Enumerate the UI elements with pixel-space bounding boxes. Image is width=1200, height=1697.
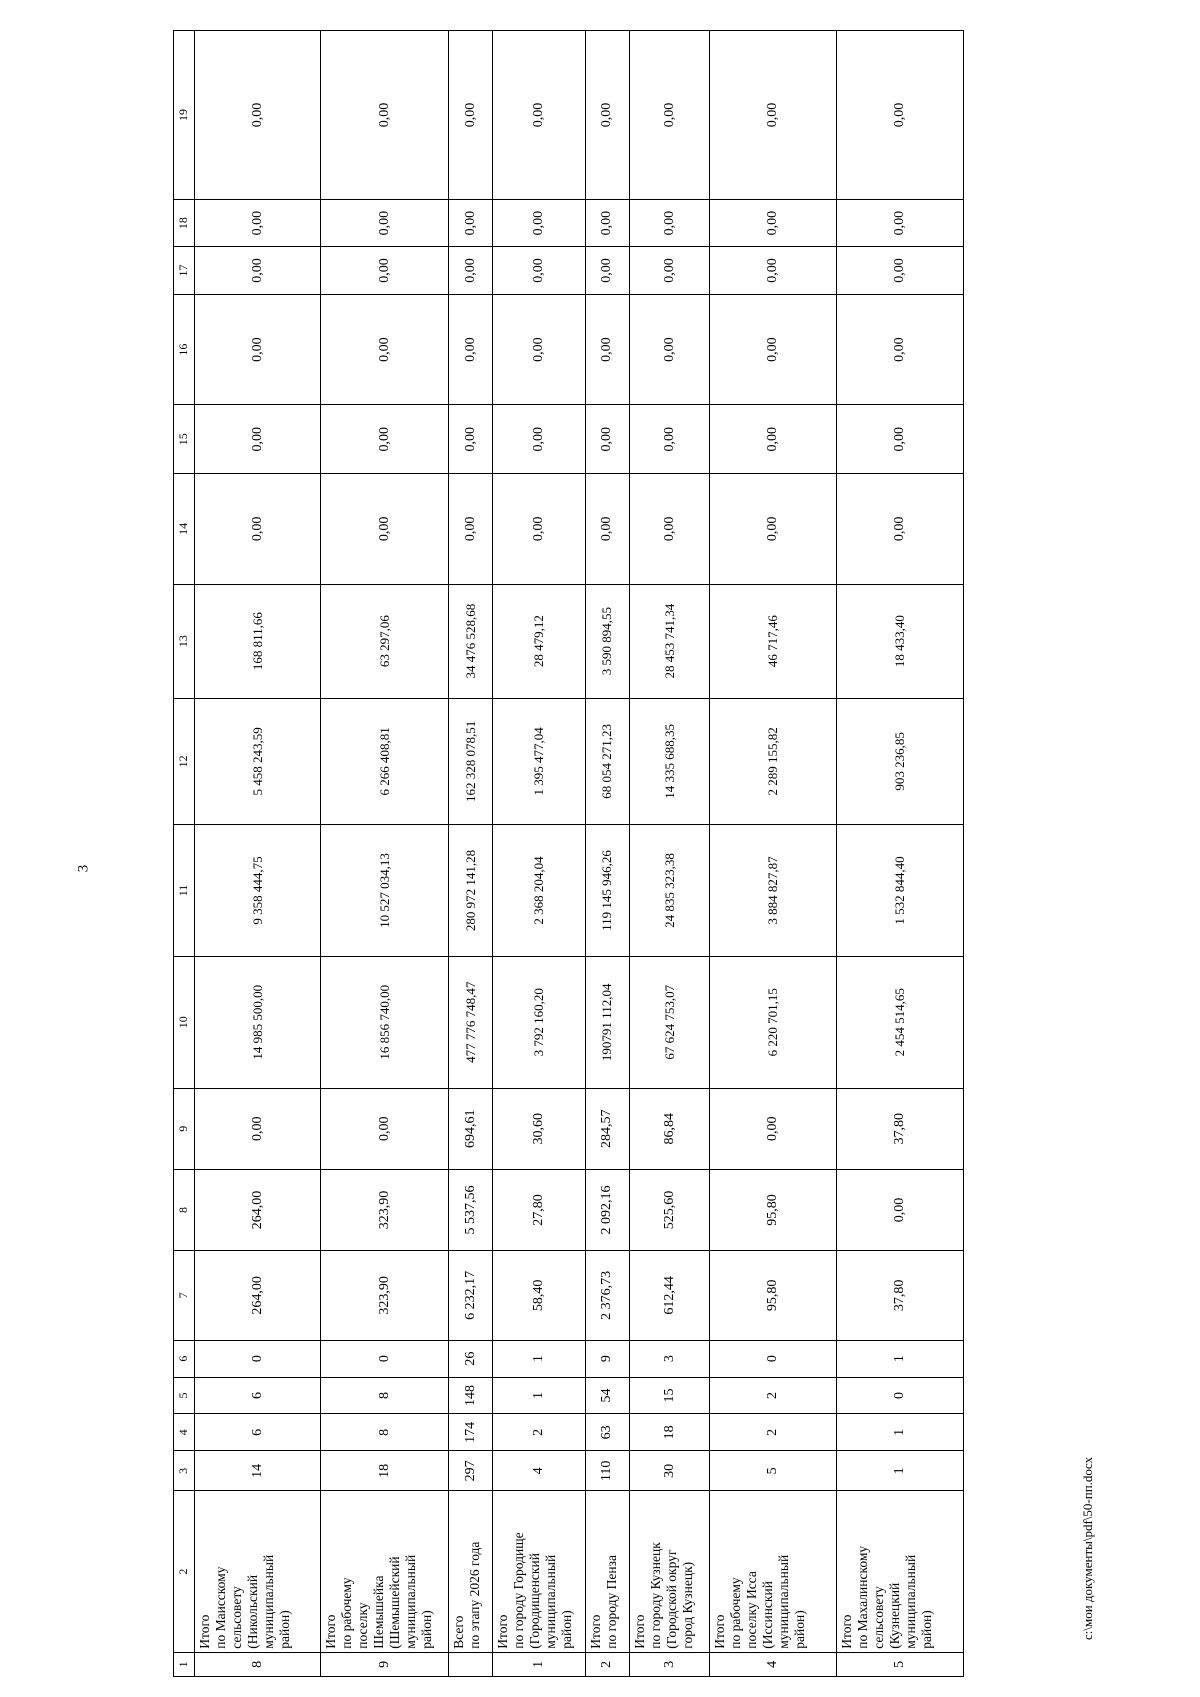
table-cell: 264,00 xyxy=(194,1251,321,1341)
column-number-header: 10 xyxy=(174,956,195,1088)
table-cell: 10 527 034,13 xyxy=(321,825,449,957)
table-cell: 0,00 xyxy=(321,294,449,405)
table-cell: 1 xyxy=(837,1414,964,1451)
table-cell: 1 xyxy=(493,1377,586,1414)
column-number-header: 16 xyxy=(174,294,195,405)
table-cell: 0,00 xyxy=(585,247,629,294)
table-cell: 0,00 xyxy=(837,294,964,405)
table-cell: 5 xyxy=(837,1652,964,1676)
column-number-header: 11 xyxy=(174,825,195,957)
table-cell: 1 xyxy=(837,1451,964,1491)
table-cell: 18 xyxy=(629,1414,710,1451)
table-cell: 5 458 243,59 xyxy=(194,698,321,825)
column-number-header: 17 xyxy=(174,247,195,294)
table-cell: 525,60 xyxy=(629,1169,710,1250)
table-cell: 0,00 xyxy=(837,199,964,246)
table-cell: 612,44 xyxy=(629,1251,710,1341)
row-name-cell: Итого по городу Городище (Городищенский муниципальный район) xyxy=(493,1491,586,1652)
table-cell: 14 xyxy=(194,1451,321,1491)
table-cell: 5 537,56 xyxy=(449,1169,493,1250)
row-name-cell: Итого по городу Пенза xyxy=(585,1491,629,1652)
table-cell: 27,80 xyxy=(493,1169,586,1250)
table-cell: 0,00 xyxy=(493,247,586,294)
table-cell: 3 xyxy=(629,1652,710,1676)
table-cell: 0,00 xyxy=(449,247,493,294)
table-cell: 0,00 xyxy=(194,405,321,474)
table-cell: 0,00 xyxy=(493,473,586,584)
table-cell: 6 232,17 xyxy=(449,1251,493,1341)
table-cell: 110 xyxy=(585,1451,629,1491)
table-cell: 0,00 xyxy=(194,247,321,294)
table-cell: 37,80 xyxy=(837,1088,964,1169)
column-number-header: 15 xyxy=(174,405,195,474)
table-cell: 0,00 xyxy=(710,1088,837,1169)
column-number-header: 3 xyxy=(174,1451,195,1491)
row-name-cell: Всего по этапу 2026 года xyxy=(449,1491,493,1652)
table-cell: 6 xyxy=(194,1414,321,1451)
table-row xyxy=(493,31,586,1677)
table-cell: 0,00 xyxy=(449,473,493,584)
column-number-header: 4 xyxy=(174,1414,195,1451)
table-cell: 0,00 xyxy=(629,473,710,584)
table-cell: 0,00 xyxy=(837,473,964,584)
table-cell: 0,00 xyxy=(321,405,449,474)
page-number: 3 xyxy=(75,864,92,873)
table-cell: 18 xyxy=(321,1451,449,1491)
table-cell: 86,84 xyxy=(629,1088,710,1169)
table-cell: 58,40 xyxy=(493,1251,586,1341)
table-cell: 5 xyxy=(710,1451,837,1491)
table-row xyxy=(629,31,710,1677)
table-cell: 24 835 323,38 xyxy=(629,825,710,957)
table-cell: 4 xyxy=(493,1451,586,1491)
column-number-header: 12 xyxy=(174,698,195,825)
table-cell: 0,00 xyxy=(710,247,837,294)
table-cell: 2 368 204,04 xyxy=(493,825,586,957)
table-cell: 63 297,06 xyxy=(321,584,449,698)
table-cell: 0,00 xyxy=(837,31,964,200)
table-cell: 0,00 xyxy=(449,199,493,246)
table-cell: 0,00 xyxy=(321,247,449,294)
table-cell: 323,90 xyxy=(321,1251,449,1341)
table-cell: 0,00 xyxy=(194,294,321,405)
table-cell: 1 xyxy=(493,1340,586,1377)
table-cell: 6 266 408,81 xyxy=(321,698,449,825)
table-cell: 28 453 741,34 xyxy=(629,584,710,698)
row-name-cell: Итого по рабочему поселку Исса (Иссинский муниципальный район) xyxy=(710,1491,837,1652)
column-number-header: 6 xyxy=(174,1340,195,1377)
table-cell: 9 358 444,75 xyxy=(194,825,321,957)
table-cell: 0,00 xyxy=(449,294,493,405)
table-cell: 0,00 xyxy=(710,294,837,405)
table-cell: 323,90 xyxy=(321,1169,449,1250)
table-cell: 6 220 701,15 xyxy=(710,956,837,1088)
table-cell: 119 145 946,26 xyxy=(585,825,629,957)
table-cell: 0,00 xyxy=(585,199,629,246)
table-cell: 0,00 xyxy=(194,1088,321,1169)
table-cell: 477 776 748,47 xyxy=(449,956,493,1088)
table-cell: 0,00 xyxy=(449,31,493,200)
column-number-header: 2 xyxy=(174,1491,195,1652)
table-row xyxy=(585,31,629,1677)
table-cell: 0,00 xyxy=(629,247,710,294)
table-cell: 1 xyxy=(493,1652,586,1676)
table-cell: 0,00 xyxy=(194,473,321,584)
table-cell: 2 289 155,82 xyxy=(710,698,837,825)
table-cell: 68 054 271,23 xyxy=(585,698,629,825)
table-cell: 34 476 528,68 xyxy=(449,584,493,698)
row-name-cell: Итого по Маисскому сельсовету (Никольский муниципальный район) xyxy=(194,1491,321,1652)
table-cell: 0,00 xyxy=(837,405,964,474)
table-cell: 8 xyxy=(321,1377,449,1414)
table-row xyxy=(321,31,449,1677)
table-cell: 26 xyxy=(449,1340,493,1377)
table-cell: 95,80 xyxy=(710,1251,837,1341)
table-cell: 2 xyxy=(585,1652,629,1676)
table-cell: 2 xyxy=(710,1377,837,1414)
table-cell: 1 xyxy=(837,1340,964,1377)
table-cell: 30,60 xyxy=(493,1088,586,1169)
table-cell: 0,00 xyxy=(194,31,321,200)
table-cell: 37,80 xyxy=(837,1251,964,1341)
table-cell: 0,00 xyxy=(585,294,629,405)
table-cell: 168 811,66 xyxy=(194,584,321,698)
table-cell: 297 xyxy=(449,1451,493,1491)
table-cell: 0,00 xyxy=(710,31,837,200)
table-cell: 2 xyxy=(710,1414,837,1451)
table-cell: 3 884 827,87 xyxy=(710,825,837,957)
table-cell: 0,00 xyxy=(629,199,710,246)
table-cell: 9 xyxy=(321,1652,449,1676)
column-number-header: 13 xyxy=(174,584,195,698)
column-number-header: 9 xyxy=(174,1088,195,1169)
table-cell xyxy=(449,1652,493,1676)
table-cell: 9 xyxy=(585,1340,629,1377)
table-row xyxy=(449,31,493,1677)
table-cell: 18 433,40 xyxy=(837,584,964,698)
table-cell: 67 624 753,07 xyxy=(629,956,710,1088)
column-number-header: 5 xyxy=(174,1377,195,1414)
table-cell: 2 092,16 xyxy=(585,1169,629,1250)
table-cell: 0 xyxy=(194,1340,321,1377)
table-cell: 0,00 xyxy=(321,31,449,200)
table-cell: 264,00 xyxy=(194,1169,321,1250)
table-cell: 0,00 xyxy=(710,405,837,474)
table-cell: 903 236,85 xyxy=(837,698,964,825)
table-cell: 0 xyxy=(837,1377,964,1414)
table-cell: 28 479,12 xyxy=(493,584,586,698)
table-cell: 162 328 078,51 xyxy=(449,698,493,825)
data-table-rotated xyxy=(173,30,964,1677)
table-cell: 8 xyxy=(321,1414,449,1451)
header-row xyxy=(174,31,195,1677)
table-cell: 0,00 xyxy=(321,473,449,584)
table-cell: 15 xyxy=(629,1377,710,1414)
column-number-header: 1 xyxy=(174,1652,195,1676)
table-cell: 3 792 160,20 xyxy=(493,956,586,1088)
table-cell: 30 xyxy=(629,1451,710,1491)
table-cell: 14 985 500,00 xyxy=(194,956,321,1088)
table-cell: 0,00 xyxy=(629,31,710,200)
table-cell: 16 856 740,00 xyxy=(321,956,449,1088)
table-row xyxy=(710,31,837,1677)
table-row xyxy=(837,31,964,1677)
table-cell: 694,61 xyxy=(449,1088,493,1169)
table-cell: 280 972 141,28 xyxy=(449,825,493,957)
table-cell: 0,00 xyxy=(493,294,586,405)
table-cell: 0,00 xyxy=(629,294,710,405)
table-cell: 0,00 xyxy=(194,199,321,246)
table-cell: 63 xyxy=(585,1414,629,1451)
table-cell: 0,00 xyxy=(493,199,586,246)
data-table xyxy=(173,30,964,1677)
column-number-header: 14 xyxy=(174,473,195,584)
table-cell: 2 454 514,65 xyxy=(837,956,964,1088)
table-cell: 6 xyxy=(194,1377,321,1414)
table-row xyxy=(194,31,321,1677)
table-cell: 0,00 xyxy=(837,247,964,294)
table-cell: 0 xyxy=(321,1340,449,1377)
table-cell: 14 335 688,35 xyxy=(629,698,710,825)
table-cell: 0,00 xyxy=(585,31,629,200)
table-cell: 0,00 xyxy=(321,199,449,246)
table-cell: 8 xyxy=(194,1652,321,1676)
column-number-header: 7 xyxy=(174,1251,195,1341)
table-cell: 0,00 xyxy=(710,199,837,246)
table-cell: 0,00 xyxy=(321,1088,449,1169)
table-cell: 0,00 xyxy=(493,31,586,200)
table-cell: 0,00 xyxy=(449,405,493,474)
column-number-header: 18 xyxy=(174,199,195,246)
table-cell: 54 xyxy=(585,1377,629,1414)
column-number-header: 19 xyxy=(174,31,195,200)
row-name-cell: Итого по городу Кузнецк (Городской округ город Кузнецк) xyxy=(629,1491,710,1652)
table-cell: 2 376,73 xyxy=(585,1251,629,1341)
table-cell: 0,00 xyxy=(629,405,710,474)
table-cell: 3 xyxy=(629,1340,710,1377)
table-cell: 3 590 894,55 xyxy=(585,584,629,698)
table-cell: 148 xyxy=(449,1377,493,1414)
table-cell: 4 xyxy=(710,1652,837,1676)
table-cell: 0 xyxy=(710,1340,837,1377)
table-cell: 0,00 xyxy=(837,1169,964,1250)
row-name-cell: Итого по Махалинскому сельсовету (Кузнецкий муниципальный район) xyxy=(837,1491,964,1652)
table-cell: 1 532 844,40 xyxy=(837,825,964,957)
table-cell: 2 xyxy=(493,1414,586,1451)
table-cell: 95,80 xyxy=(710,1169,837,1250)
table-cell: 190791 112,04 xyxy=(585,956,629,1088)
table-cell: 46 717,46 xyxy=(710,584,837,698)
table-cell: 0,00 xyxy=(585,473,629,584)
footer-file-path: c:\мои документы\pdf\50-пп.docx xyxy=(1080,1456,1095,1640)
column-number-header: 8 xyxy=(174,1169,195,1250)
table-cell: 1 395 477,04 xyxy=(493,698,586,825)
table-cell: 0,00 xyxy=(493,405,586,474)
table-cell: 0,00 xyxy=(710,473,837,584)
row-name-cell: Итого по рабочему поселку Шемышейка (Шемышейский муниципальный район) xyxy=(321,1491,449,1652)
table-cell: 284,57 xyxy=(585,1088,629,1169)
table-cell: 174 xyxy=(449,1414,493,1451)
table-cell: 0,00 xyxy=(585,405,629,474)
